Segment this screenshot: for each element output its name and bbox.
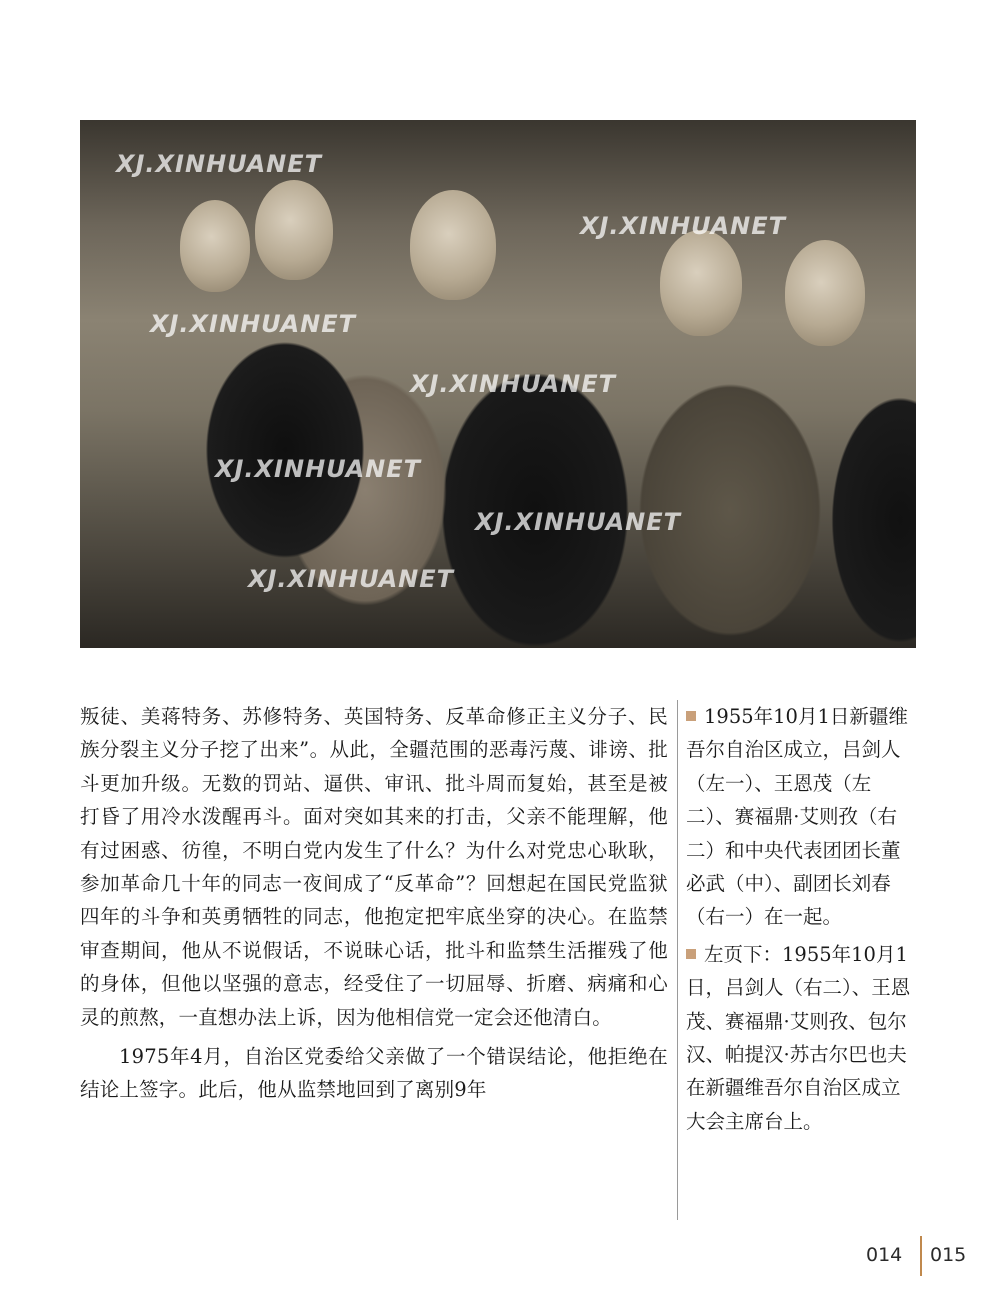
caption-bullet-icon [686, 949, 696, 959]
body-text [80, 700, 668, 1107]
page-number-separator [920, 1236, 922, 1276]
caption [686, 938, 916, 1138]
person-face-2 [255, 180, 333, 280]
watermark: XJ.XINHUANET [410, 370, 616, 398]
person-face-1 [180, 200, 250, 292]
watermark: XJ.XINHUANET [248, 565, 454, 593]
page-number-left: 014 [866, 1244, 903, 1266]
caption-text: 左页下：1955年10月1日，吕剑人（右二）、王恩茂、赛福鼎·艾则孜、包尔汉、帕提汉·苏古尔巴也夫在新疆维吾尔自治区成立大会主席台上。 [686, 942, 911, 1133]
caption [686, 700, 916, 934]
page-number-right: 015 [930, 1244, 967, 1266]
historical-photo [80, 120, 916, 648]
caption-text: 1955年10月1日新疆维吾尔自治区成立，吕剑人（左一）、王恩茂（左二）、赛福鼎·艾则孜（右二）和中央代表团团长董必武（中）、副团长刘春（右一）在一起。 [686, 705, 908, 929]
person-face-5 [785, 240, 865, 346]
caption-bullet-icon [686, 711, 696, 721]
column-divider [677, 700, 678, 1220]
watermark: XJ.XINHUANET [150, 310, 356, 338]
watermark: XJ.XINHUANET [116, 150, 322, 178]
body-paragraph: 叛徒、美蒋特务、苏修特务、英国特务、反革命修正主义分子、民族分裂主义分子挖了出来”。从此，全疆范围的恶毒污蔑、诽谤、批斗更加升级。无数的罚站、逼供、审讯、批斗周而复始，甚至是被打昏了用冷水泼醒再斗。面对突如其来的打击，父亲不能理解，他有过困惑、彷徨，不明白党内发生了什么？为什么对党忠心耿耿，参加革命几十年的同志一夜间成了“反革命”？回想起在国民党监狱四年的斗争和英勇牺牲的同志，他抱定把牢底坐穿的决心。在监禁审查期间，他从不说假话，不说昧心话，批斗和监禁生活摧残了他的身体，但他以坚强的意志，经受住了一切屈辱、折磨、病痛和心灵的煎熬，一直想办法上诉，因为他相信党一定会还他清白。 [80, 705, 668, 1029]
body-paragraph: 1975年4月，自治区党委给父亲做了一个错误结论，他拒绝在结论上签字。此后，他从监禁地回到了离别9年 [80, 1045, 668, 1102]
watermark: XJ.XINHUANET [580, 212, 786, 240]
watermark: XJ.XINHUANET [475, 508, 681, 536]
watermark: XJ.XINHUANET [215, 455, 421, 483]
person-face-3 [410, 190, 496, 300]
photo-captions [686, 700, 916, 1142]
person-face-4 [660, 230, 742, 336]
